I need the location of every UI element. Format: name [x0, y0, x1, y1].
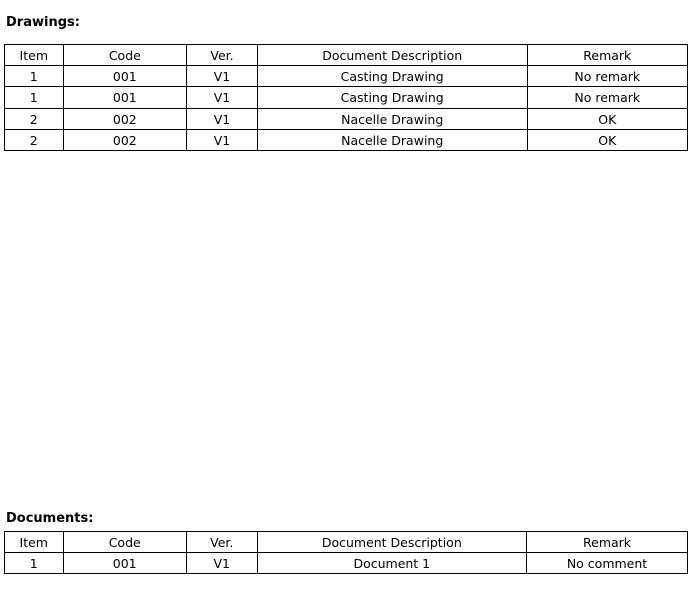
version-cell: V1 — [186, 553, 257, 574]
version-cell: V1 — [187, 87, 258, 109]
column-header-item: Item — [5, 532, 64, 553]
drawings-section-title: Drawings: — [6, 15, 80, 30]
column-header-version: Ver. — [186, 532, 257, 553]
code-cell: 002 — [63, 109, 187, 130]
documents-section-title: Documents: — [6, 511, 94, 526]
column-header-document-description: Document Description — [257, 532, 526, 553]
item-cell: 2 — [5, 130, 64, 151]
item-cell: 1 — [5, 66, 64, 87]
column-header-document-description: Document Description — [257, 45, 527, 66]
code-cell: 001 — [63, 87, 187, 109]
column-header-code: Code — [63, 532, 186, 553]
table-row — [5, 66, 688, 87]
column-header-remark: Remark — [527, 532, 688, 553]
item-cell: 1 — [5, 87, 64, 109]
remark-cell: No comment — [527, 553, 688, 574]
remark-cell: OK — [527, 130, 687, 151]
table-row — [5, 109, 688, 130]
column-header-code: Code — [63, 45, 187, 66]
documents-header-row — [5, 532, 688, 553]
table-row — [5, 87, 688, 109]
column-header-item: Item — [5, 45, 64, 66]
column-header-remark: Remark — [527, 45, 687, 66]
code-cell: 001 — [63, 553, 186, 574]
description-cell: Nacelle Drawing — [257, 109, 527, 130]
version-cell: V1 — [187, 109, 258, 130]
drawings-header-row — [5, 45, 688, 66]
column-header-version: Ver. — [187, 45, 258, 66]
item-cell: 2 — [5, 109, 64, 130]
version-cell: V1 — [187, 66, 258, 87]
remark-cell: No remark — [527, 87, 687, 109]
description-cell: Casting Drawing — [257, 87, 527, 109]
drawings-table — [4, 44, 688, 151]
description-cell: Casting Drawing — [257, 66, 527, 87]
table-row — [5, 553, 688, 574]
description-cell: Nacelle Drawing — [257, 130, 527, 151]
table-row — [5, 130, 688, 151]
item-cell: 1 — [5, 553, 64, 574]
remark-cell: No remark — [527, 66, 687, 87]
remark-cell: OK — [527, 109, 687, 130]
version-cell: V1 — [187, 130, 258, 151]
code-cell: 001 — [63, 66, 187, 87]
documents-table — [4, 531, 688, 574]
code-cell: 002 — [63, 130, 187, 151]
description-cell: Document 1 — [257, 553, 526, 574]
